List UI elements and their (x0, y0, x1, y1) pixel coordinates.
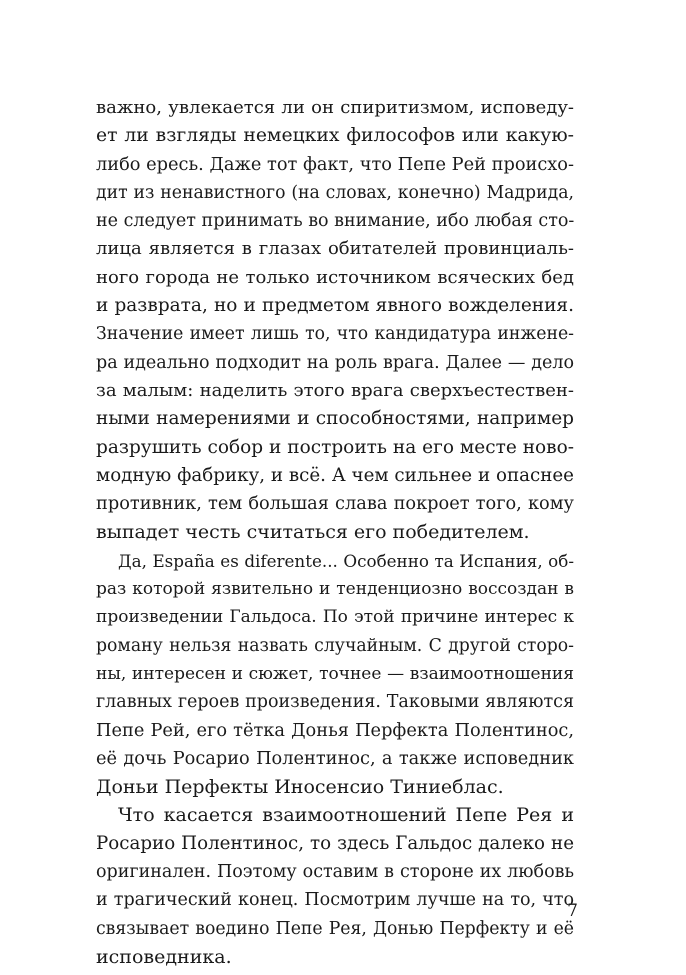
text-line: ет ли взгляды немецких философов или какую- (96, 125, 574, 147)
paragraph-2 (96, 547, 574, 802)
text-line: ра идеально подходит на роль врага. Далее — дело (96, 352, 574, 373)
text-line: ны, интересен и сюжет, точнее — взаимоотношения (96, 663, 574, 684)
text-line: и трагический конец. Посмотрим лучше на то, что (96, 890, 574, 911)
text-line: роману нельзя назвать случайным. С другой сторо- (96, 635, 574, 656)
text-line: разрушить собор и построить на его месте ново- (96, 436, 574, 458)
text-line: выпадет честь считаться его победителем. (96, 521, 530, 544)
text-line: произведении Гальдоса. По этой причине интерес к (96, 607, 574, 628)
text-line: Да, España es diferente... Особенно та Испания, об- (118, 550, 574, 571)
text-line: Значение имеет лишь то, что кандидатура инжене- (96, 324, 574, 345)
text-line: не следует принимать во внимание, ибо любая сто- (96, 211, 575, 232)
text-line: ными намерениями и способностями, например (96, 408, 574, 430)
text-line: главных героев произведения. Таковыми являются (96, 692, 574, 713)
text-line: модную фабрику, и всё. А чем сильнее и опаснее (96, 464, 574, 486)
text-line: Пепе Рей, его тётка Донья Перфекта Полентинос, (96, 720, 574, 741)
text-line: за малым: наделить этого врага сверхъестествен- (96, 379, 574, 401)
text-line: Доньи Перфекты Иносенсио Тиниеблас. (96, 776, 504, 799)
paragraph-3 (96, 801, 574, 971)
text-line: Что касается взаимоотношений Пепе Рея и (118, 804, 574, 827)
text-line: ного города не только источником всяческих бед (96, 266, 574, 288)
text-line: противник, тем большая слава покроет того, кому (96, 494, 574, 515)
text-line: связывает воедино Пепе Рея, Донью Перфекту и её (96, 918, 574, 939)
paragraph-1 (96, 94, 574, 547)
text-line: Росарио Полентинос, то здесь Гальдос далеко не (96, 832, 574, 854)
text-line: лица является в глазах обитателей провинциаль- (96, 238, 574, 260)
text-line: раз которой язвительно и тенденциозно воссоздан в (96, 579, 574, 600)
body-text (96, 94, 574, 971)
text-line: и разврата, но и предметом явного вожделения. (96, 295, 574, 317)
text-line: либо ересь. Даже тот факт, что Пепе Рей происхо- (96, 154, 574, 175)
page-number: 7 (567, 901, 578, 921)
text-line: дит из ненавистного (на словах, конечно) Мадрида, (96, 182, 574, 203)
text-line: важно, увлекается ли он спиритизмом, исповеду- (96, 97, 574, 118)
text-line: исповедника. (96, 945, 232, 968)
text-line: оригинален. Поэтому оставим в стороне их любовь (96, 862, 574, 883)
text-line: её дочь Росарио Полентинос, а также исповедник (96, 748, 574, 769)
